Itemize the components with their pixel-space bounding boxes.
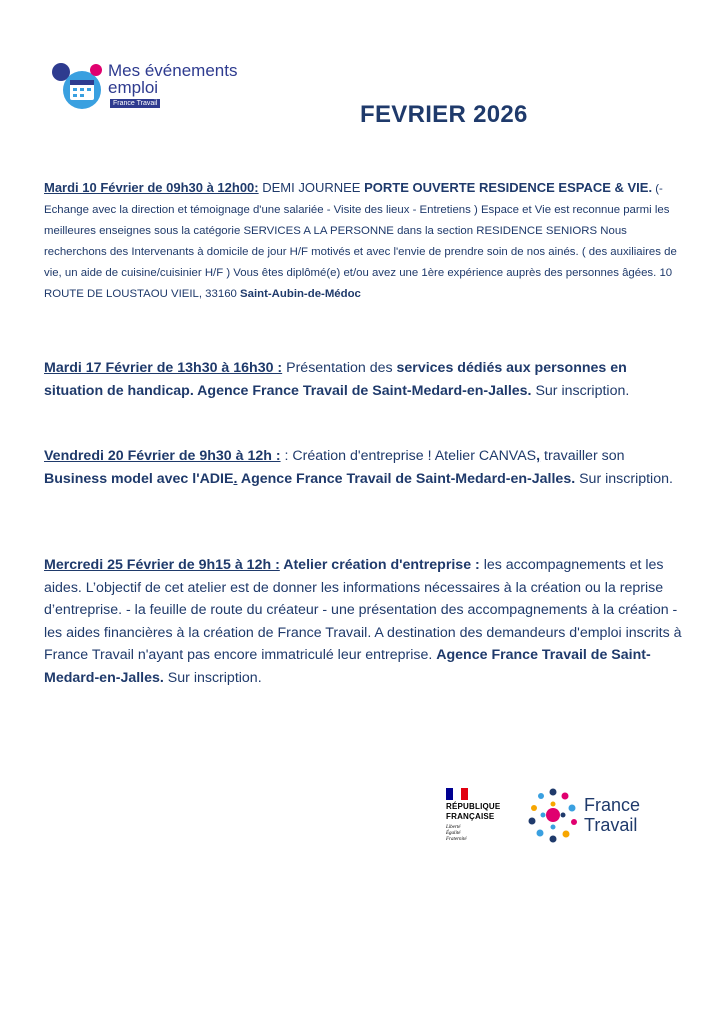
event-text: travailler son xyxy=(540,448,625,464)
event-item xyxy=(44,178,684,304)
event-item xyxy=(44,445,684,490)
rf-motto1: Liberté xyxy=(446,825,461,830)
rf-motto2: Égalité xyxy=(446,831,461,836)
event-location: Agence France Travail de Saint-Medard-en-Jalles. xyxy=(237,470,576,487)
events-logo xyxy=(52,60,272,115)
event-date: Vendredi 20 Février de 9h30 à 12h : xyxy=(44,448,281,464)
event-item xyxy=(44,357,684,402)
event-date: Mardi 17 Février de 13h30 à 16h30 : xyxy=(44,360,283,376)
event-text: Sur inscription. xyxy=(163,669,262,686)
event-text: DEMI JOURNEE xyxy=(258,180,365,195)
event-text: Présentation des xyxy=(282,360,397,376)
event-punct: . xyxy=(233,470,238,487)
france-travail-logo xyxy=(526,786,656,846)
ft-line1: France xyxy=(584,795,641,815)
event-date: Mercredi 25 Février de 9h15 à 12h : xyxy=(44,557,280,573)
rf-motto3: Fraternité xyxy=(446,837,467,842)
event-text: Sur inscription. xyxy=(575,470,673,487)
republique-francaise-logo xyxy=(446,788,526,848)
event-location: Saint-Aubin-de-Médoc xyxy=(240,288,361,300)
event-highlight: Atelier création d'entreprise : xyxy=(279,557,480,573)
logo-title xyxy=(108,62,237,96)
logo-line1: Mes événements xyxy=(108,61,238,80)
logo-line2: emploi xyxy=(108,78,159,97)
event-highlight: Business model avec l'ADIE xyxy=(44,470,234,487)
flag-icon xyxy=(446,788,468,800)
event-punct: , xyxy=(536,448,541,464)
event-location: Agence France Travail de Saint-Medard-en-Jalles. xyxy=(44,647,651,686)
logo-subtitle: France Travail xyxy=(110,99,160,108)
event-text: les accompagnements et les aides. L’objectif de cet atelier est de donner les informations nécessaires à la création ou la reprise d’entreprise. - la feuille de route du créateur - une présentation des accompagnements à la création - les aides financières à la création de France Travail. A destination des demandeurs d'emploi inscrits à France Travail n'ayant pas encore immatriculé leur entreprise. xyxy=(44,557,682,663)
event-text: : Création d'entreprise ! Atelier CANVAS xyxy=(280,448,537,464)
event-highlight: PORTE OUVERTE RESIDENCE ESPACE & VIE. xyxy=(364,180,653,195)
page-title: FEVRIER 2026 xyxy=(360,101,528,128)
rf-line2: FRANÇAISE xyxy=(446,812,495,821)
event-text: Sur inscription. xyxy=(531,382,630,399)
event-highlight: services dédiés aux personnes en situation de handicap. Agence France Travail de Saint-Medard-en-Jalles. xyxy=(44,360,627,399)
france-travail-dots-icon xyxy=(526,786,580,844)
rf-line1: RÉPUBLIQUE xyxy=(446,802,501,811)
calendar-icon xyxy=(52,60,104,110)
event-text: (- Echange avec la direction et témoignage d'une salariée - Visite des lieux - Entretiens ) Espace et Vie est reconnue parmi les meilleures enseignes sous la catégorie SERVICES A LA PERSONNE dans la section RESIDENCE SENIORS Nous recherchons des Intervenants à domicile de jour H/F motivés et avec l'envie de prendre soin de nos ainés. ( des auxiliaires de vie, un aide de cuisine/cuisinier H/F ) Vous êtes diplômé(e) et/ou avez une 1ère expérience auprès des personnes âgées. 10 ROUTE DE LOUSTAOU VIEIL, 33160 xyxy=(44,183,677,300)
rf-title xyxy=(446,802,500,822)
event-date: Mardi 10 Février de 09h30 à 12h00: xyxy=(44,180,259,195)
rf-motto xyxy=(446,825,467,843)
event-item xyxy=(44,554,684,689)
france-travail-name xyxy=(584,795,640,835)
ft-line2: Travail xyxy=(584,815,638,835)
